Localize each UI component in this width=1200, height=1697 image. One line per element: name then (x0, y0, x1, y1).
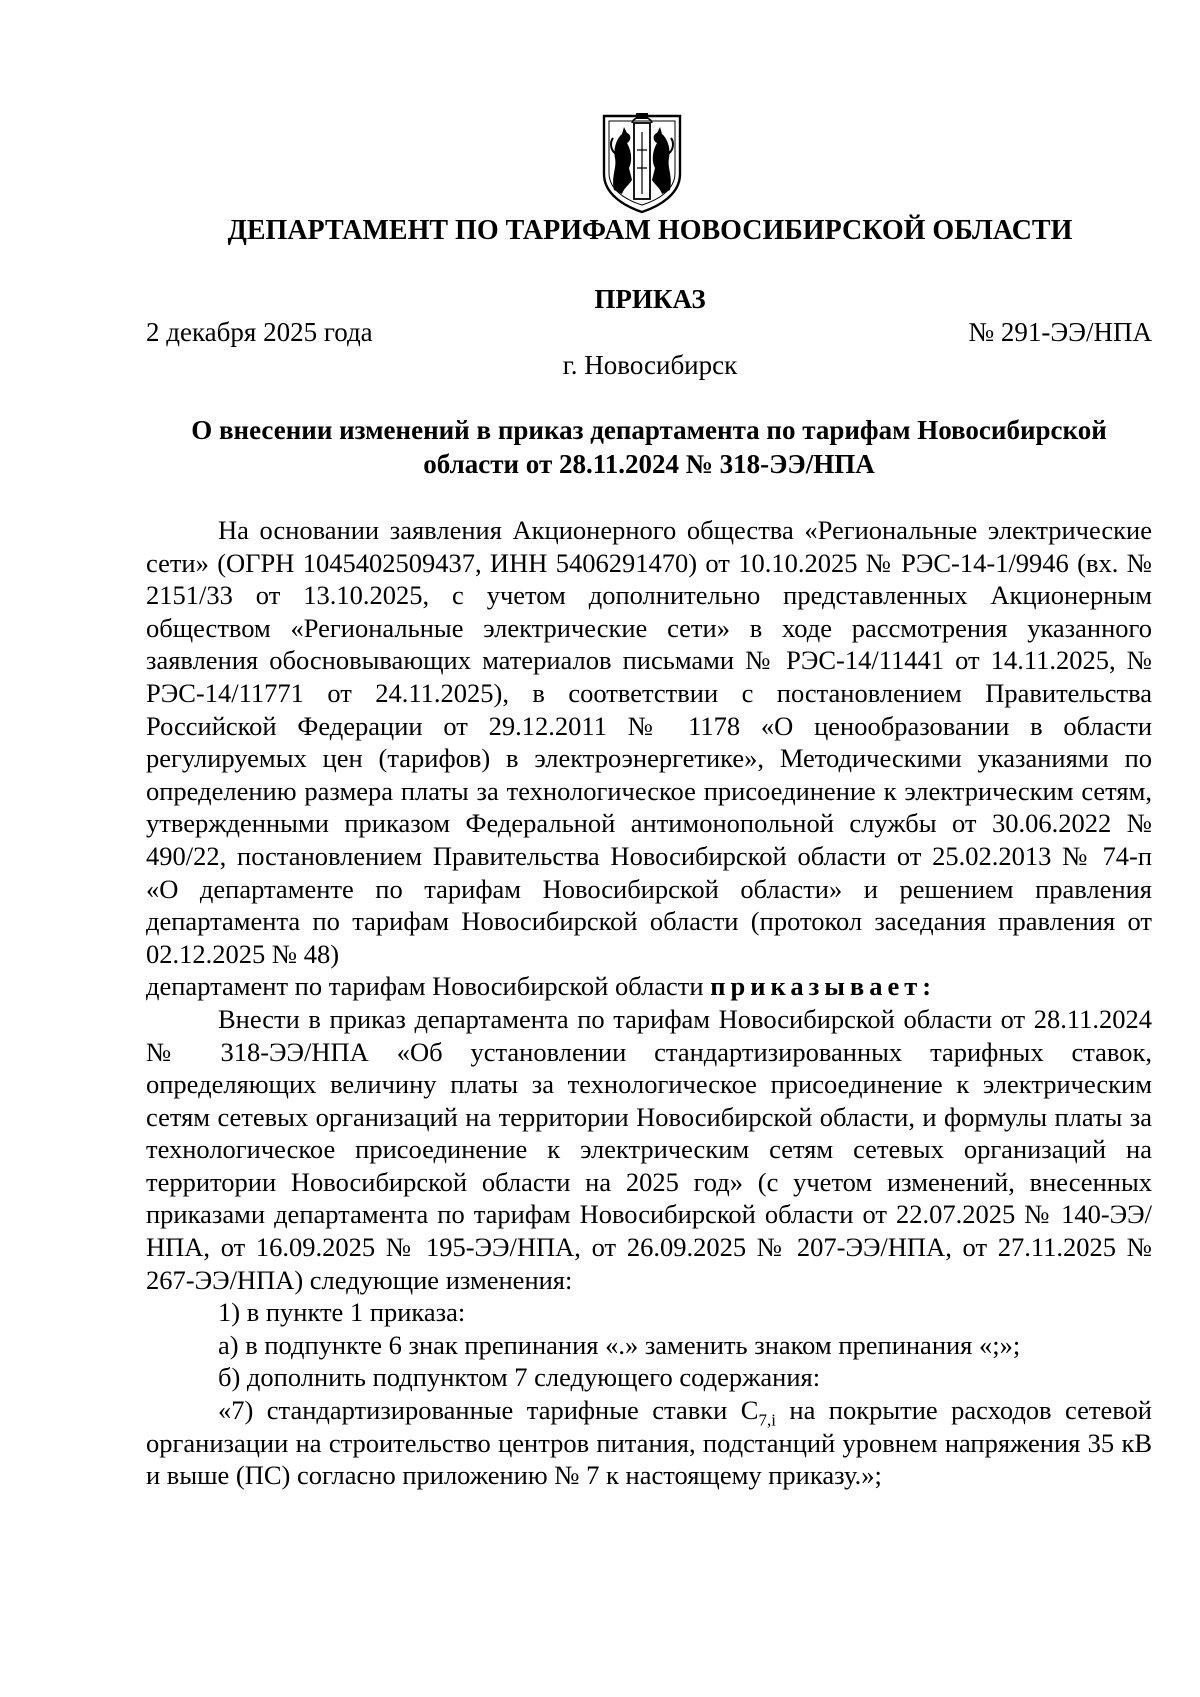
document-type: ПРИКАЗ (594, 284, 706, 314)
department-title: ДЕПАРТАМЕНТ ПО ТАРИФАМ НОВОСИБИРСКОЙ ОБЛАСТИ (227, 215, 1073, 246)
orders-subject: департамент по тарифам Новосибирской области (146, 971, 704, 1002)
main-paragraph: Внести в приказ департамента по тарифам Новосибирской области от 28.11.2024 № 318-ЭЭ/НПА «Об установлении стандартизированных тарифных ставок, определяющих величину платы за технологическое присоединение к электрическим сетям сетевых организаций на территории Новосибирской области, и формулы платы за технологическое присоединение к электрическим сетям сетевых организаций на территории Новосибирской области на 2025 год» (с учетом изменений, внесенных приказами департамента по тарифам Новосибирской области от 22.07.2025 № 140-ЭЭ/НПА, от 16.09.2025 № 195-ЭЭ/НПА, от 26.09.2025 № 207-ЭЭ/НПА, от 27.11.2025 № 267-ЭЭ/НПА) следующие изменения: (146, 1003, 1152, 1295)
item-7-subscript: 7,i (758, 1410, 776, 1430)
item-1a: а) в подпункте 6 знак препинания «.» заменить знаком препинания «;»; (218, 1329, 1021, 1360)
order-number: № 291-ЭЭ/НПА (968, 317, 1152, 347)
order-date: 2 декабря 2025 года (146, 317, 373, 347)
item-1b: б) дополнить подпунктом 7 следующего содержания: (218, 1362, 821, 1393)
order-body (146, 514, 1152, 1492)
item-1: 1) в пункте 1 приказа: (218, 1297, 466, 1328)
item-7-text-end: на покрытие расходов сетевой организации на строительство центров питания, подстанций уровнем напряжения 35 кВ и выше (ПС) согласно приложению № 7 к настоящему приказу.»; (146, 1395, 1152, 1491)
orders-verb: приказывает: (710, 971, 937, 1002)
novosibirsk-coat-of-arms-icon (596, 110, 688, 214)
preamble-paragraph: На основании заявления Акционерного общества «Региональные электрические сети» (ОГРН 1045402509437, ИНН 5406291470) от 10.10.2025 № РЭС-14-1/9946 (вх. № 2151/33 от 13.10.2025, с учетом дополнительно представленных Акционерным обществом «Региональные электрические сети» в ходе рассмотрения указанного заявления обосновывающих материалов письмами № РЭС-14/11441 от 14.11.2025, № РЭС-14/11771 от 24.11.2025), в соответствии с постановлением Правительства Российской Федерации от 29.12.2011 № 1178 «О ценообразовании в области регулируемых цен (тарифов) в электроэнергетике», Методическими указаниями по определению размера платы за технологическое присоединение к электрическим сетям, утвержденными приказом Федеральной антимонопольной службы от 30.06.2022 № 490/22, постановлением Правительства Новосибирской области от 25.02.2013 № 74-п «О департаменте по тарифам Новосибирской области» и решением правления департамента по тарифам Новосибирской области (протокол заседания правления от 02.12.2025 № 48) (146, 515, 1152, 969)
orders-line (146, 970, 1152, 1003)
item-7-paragraph (146, 1394, 1152, 1492)
order-subject: О внесении изменений в приказ департамента по тарифам Новосибирской области от 28.11.2024 № 318-ЭЭ/НПА (191, 415, 1107, 479)
item-7-text-start: «7) стандартизированные тарифные ставки С (218, 1395, 759, 1426)
order-city: г. Новосибирск (562, 350, 738, 380)
